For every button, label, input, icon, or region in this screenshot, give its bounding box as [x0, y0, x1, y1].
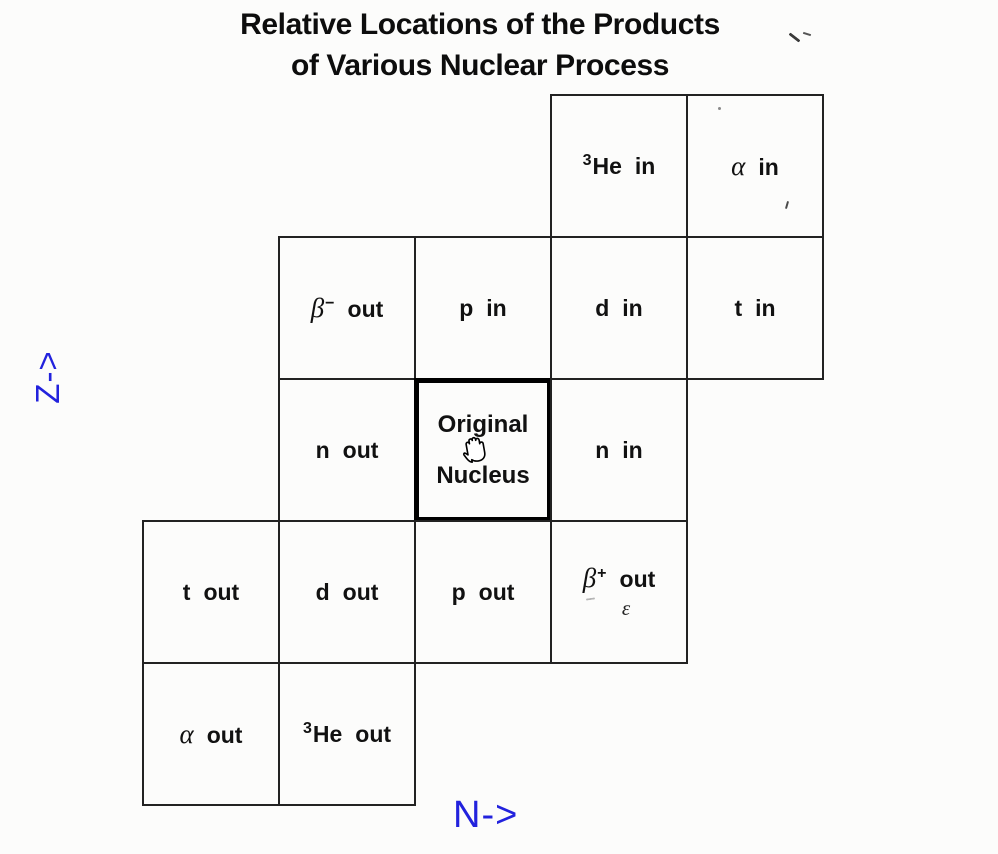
charge-superscript: +: [597, 565, 607, 582]
title-line-1: Relative Locations of the Products: [240, 8, 720, 41]
title-line-2: of Various Nuclear Process: [290, 49, 670, 83]
particle-symbol: d: [595, 294, 610, 321]
direction-label: out: [478, 578, 515, 605]
direction-label: out: [347, 295, 384, 322]
n-axis-label: N->: [453, 794, 519, 836]
direction-label: out: [206, 721, 243, 748]
particle-symbol: t: [734, 294, 743, 321]
direction-label: in: [758, 153, 779, 180]
cell-t-out: [142, 520, 280, 664]
direction-label: out: [342, 436, 379, 463]
cell-alpha-in: [686, 94, 824, 238]
cell-n-in: [550, 378, 688, 522]
mass-superscript: 3: [302, 719, 312, 737]
direction-label: in: [755, 294, 776, 321]
particle-symbol: β: [582, 563, 597, 593]
electron-capture-symbol: ε: [621, 596, 631, 620]
particle-symbol: d: [315, 578, 330, 605]
mass-superscript: 3: [582, 151, 592, 169]
direction-label: in: [622, 436, 643, 463]
direction-label: out: [342, 578, 379, 605]
cell-beta-minus-out: [278, 236, 416, 380]
cell-he3-in: [550, 94, 688, 238]
z-axis-label: Z->: [29, 350, 66, 404]
direction-label: out: [203, 578, 240, 605]
cell-d-in: [550, 236, 688, 380]
particle-symbol: t: [182, 578, 191, 605]
hand-cursor-icon: [458, 432, 493, 467]
cell-p-in: [414, 236, 552, 380]
direction-label: out: [619, 566, 656, 592]
direction-label: in: [486, 294, 507, 321]
cell-he3-out: [278, 662, 416, 806]
particle-symbol: n: [595, 436, 610, 463]
cell-alpha-out: [142, 662, 280, 806]
cell-p-out: [414, 520, 552, 664]
direction-label: in: [634, 152, 656, 179]
particle-symbol: He: [312, 720, 343, 747]
direction-label: out: [355, 720, 392, 747]
cell-d-out: [278, 520, 416, 664]
cell-original-nucleus: [414, 378, 552, 522]
cell-beta-plus-out: [550, 520, 688, 664]
particle-symbol: He: [592, 152, 622, 179]
original-nucleus-line2: Nucleus: [436, 461, 530, 489]
particle-symbol: α: [179, 718, 194, 749]
particle-symbol: p: [459, 294, 474, 321]
page-title: [0, 4, 960, 86]
cell-t-in: [686, 236, 824, 380]
particle-symbol: β: [310, 292, 325, 323]
cell-n-out: [278, 378, 416, 522]
nuclide-grid: [142, 94, 824, 806]
particle-symbol: n: [315, 436, 330, 463]
direction-label: in: [622, 294, 643, 321]
charge-superscript: −: [325, 294, 335, 312]
particle-symbol: p: [451, 578, 466, 605]
original-nucleus-line1: Original: [437, 410, 529, 438]
particle-symbol: α: [731, 150, 746, 181]
